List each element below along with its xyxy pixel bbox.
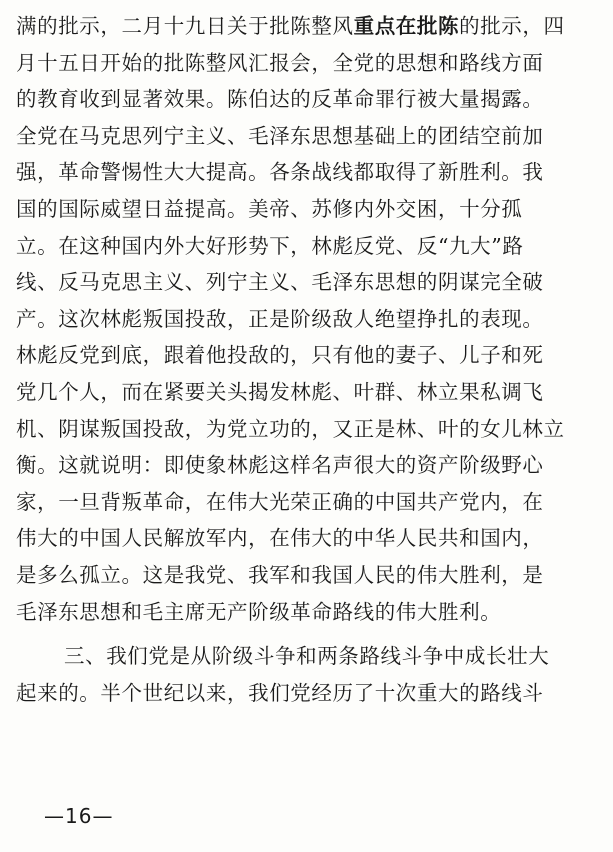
text-line: 伟大的中国人民解放军内，在伟大的中华人民共和国内， <box>16 526 544 551</box>
body-text <box>16 8 598 711</box>
text-line: 国的国际威望日益提高。美帝、苏修内外交困，十分孤 <box>16 196 523 221</box>
text-line: 线、反马克思主义、列宁主义、毛泽东思想的阴谋完全破 <box>16 270 544 295</box>
text-run: 满的批示，二月十九日关于批陈整风 <box>16 14 354 38</box>
paragraph-start-line: 三、我们党是从阶级斗争和两条路线斗争中成长壮大 <box>64 644 550 669</box>
text-line: 党几个人，而在紧要关头揭发林彪、叶群、林立果私调飞 <box>16 379 544 404</box>
text-run: 的批示，四 <box>459 14 565 38</box>
text-line: 毛泽东思想和毛主席无产阶级革命路线的伟大胜利。 <box>16 599 502 624</box>
text-line: 起来的。半个世纪以来，我们党经历了十次重大的路线斗 <box>16 680 544 705</box>
text-line: 全党在马克思列宁主义、毛泽东思想基础上的团结空前加 <box>16 123 544 148</box>
text-line: 家，一旦背叛革命，在伟大光荣正确的中国共产党内，在 <box>16 489 544 514</box>
text-line: 林彪反党到底，跟着他投敌的，只有他的妻子、儿子和死 <box>16 343 544 368</box>
text-line <box>16 8 598 45</box>
emphasized-text: 重点在批陈 <box>353 14 460 38</box>
text-line: 强，革命警惕性大大提高。各条战线都取得了新胜利。我 <box>16 160 544 185</box>
text-line: 立。在这种国内外大好形势下，林彪反党、反“九大”路 <box>16 233 524 258</box>
text-line: 衡。这就说明：即使象林彪这样名声很大的资产阶级野心 <box>16 453 544 478</box>
text-line: 的教育收到显著效果。陈伯达的反革命罪行被大量揭露。 <box>16 87 544 112</box>
text-line: 是多么孤立。这是我党、我军和我国人民的伟大胜利，是 <box>16 562 544 587</box>
text-line: 产。这次林彪叛国投敌，正是阶级敌人绝望挣扎的表现。 <box>16 306 544 331</box>
text-line: 机、阴谋叛国投敌，为党立功的，又正是林、叶的女儿林立 <box>16 416 565 441</box>
page-number: —16— <box>44 804 114 828</box>
text-line: 月十五日开始的批陈整风汇报会，全党的思想和路线方面 <box>16 50 544 75</box>
